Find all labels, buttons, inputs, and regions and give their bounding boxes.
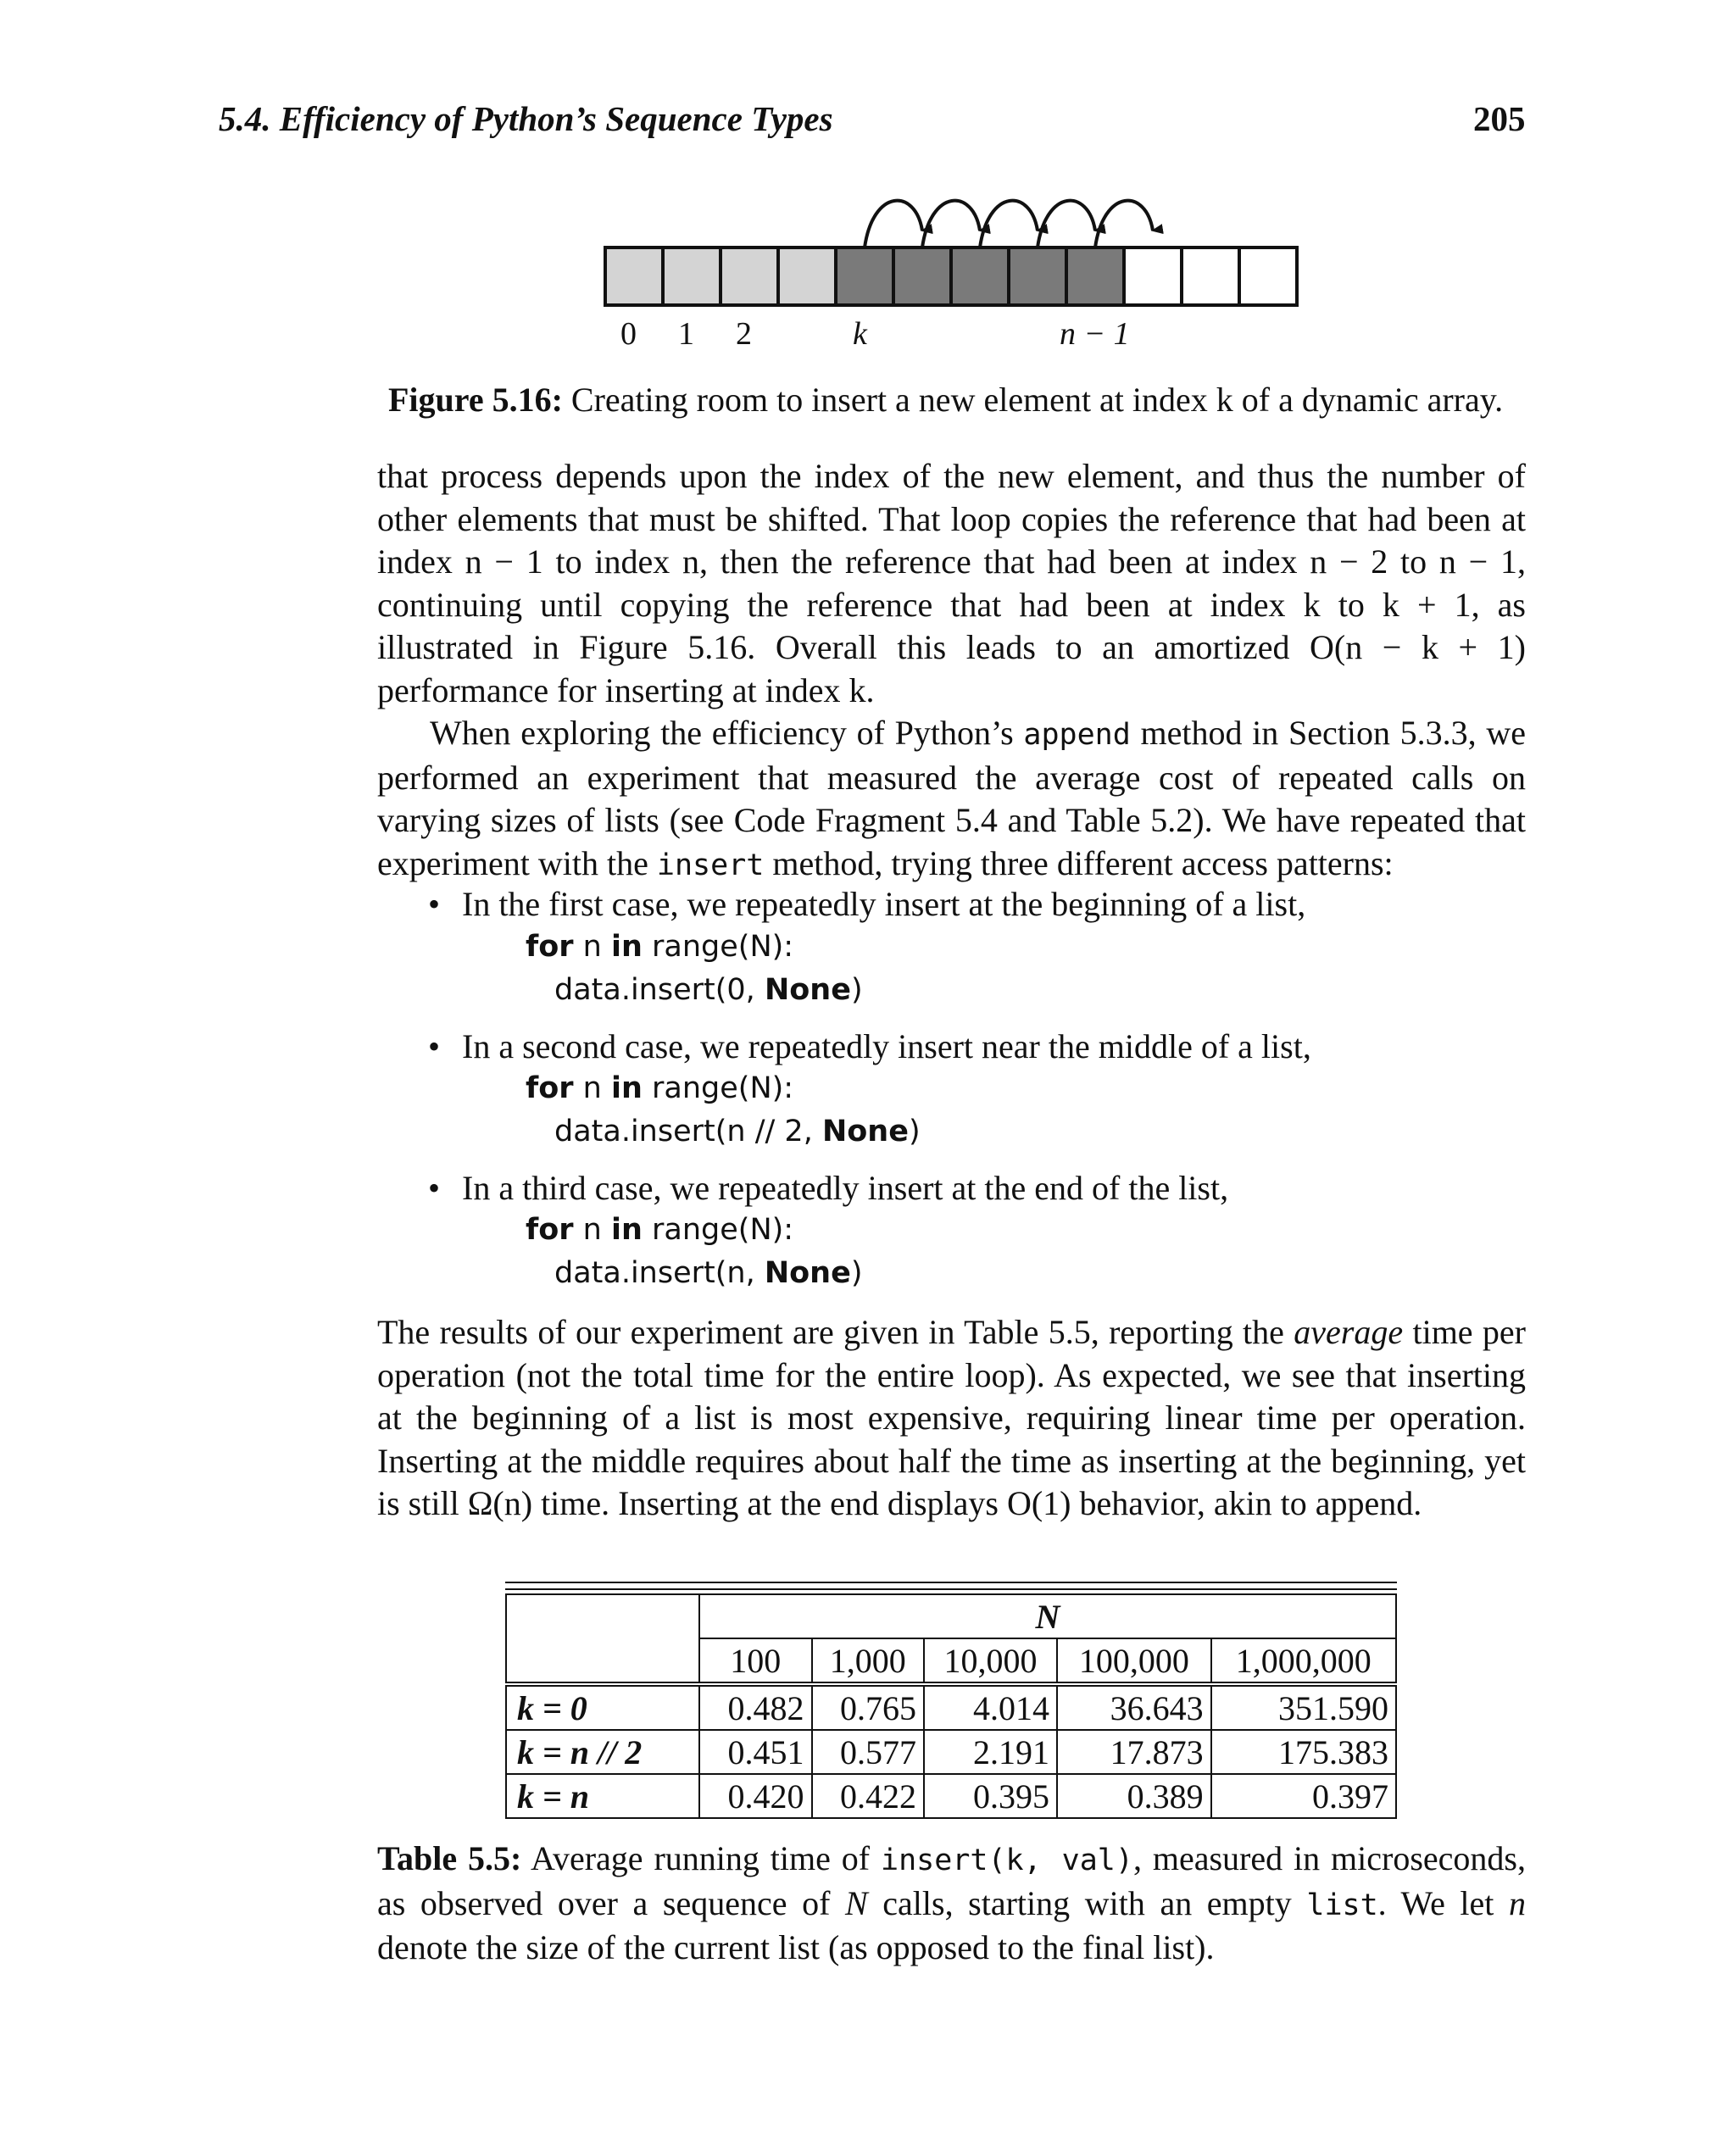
array-cell <box>778 247 836 305</box>
array-cell <box>721 247 778 305</box>
paragraph-3-text-a: The results of our experiment are given in Table 5.5, reporting the <box>377 1313 1294 1351</box>
table-cell: 0.420 <box>699 1774 812 1818</box>
table-corner-cell <box>506 1594 699 1684</box>
index-label-k: k <box>853 316 867 352</box>
code-list: list <box>1306 1888 1378 1922</box>
table-cell: 0.389 <box>1057 1774 1211 1818</box>
array-cell <box>1009 247 1066 305</box>
shift-arrow <box>865 201 922 247</box>
index-label-n-minus-1: n − 1 <box>1060 316 1130 352</box>
dynamic-array-figure <box>593 180 1305 315</box>
table-row-label: k = n // 2 <box>506 1730 699 1774</box>
code-line: for n in range(N): <box>526 1213 794 1247</box>
index-label-2: 2 <box>736 316 752 352</box>
figure-caption-text: Creating room to insert a new element at index k of a dynamic array. <box>562 381 1504 419</box>
paragraph-1-text: that process depends upon the index of the new element, and thus the number of other elements that must be shifted. That loop copies the reference that had been at index n − 1 to index n, then the reference that had been at index n − 2 to n − 1, continuing until copying the reference that had been at index k to k + 1, as illustrated in Figure 5.16. Overall this leads to an amortized O(n − k + 1) performance for inserting at index k. <box>377 457 1526 709</box>
code-line: data.insert(0, None) <box>554 973 863 1007</box>
table-cell: 0.451 <box>699 1730 812 1774</box>
table-n-header: N <box>699 1594 1396 1638</box>
table-row <box>506 1684 1396 1730</box>
table-size-header: 100 <box>699 1638 812 1684</box>
code-line: data.insert(n, None) <box>554 1256 863 1290</box>
paragraph-3-emphasis: average <box>1294 1313 1404 1351</box>
index-label-0: 0 <box>620 316 637 352</box>
array-cells <box>605 247 1297 305</box>
table-size-header: 1,000 <box>812 1638 925 1684</box>
bullet-text: In the first case, we repeatedly insert at the beginning of a list, <box>462 885 1306 923</box>
paragraph-3-text-b: time per operation (not the total time for the entire loop). As expected, we see that inserting at the beginning of a list is most expensive, requiring linear time per operation. Inserting at the middle requires about half the time as inserting at the beginning, yet is still Ω(n) time. Inserting at the end displays O(1) behavior, akin to append. <box>377 1313 1526 1522</box>
table-size-header: 10,000 <box>924 1638 1057 1684</box>
code-insert: insert <box>656 848 765 882</box>
index-label-1: 1 <box>678 316 694 352</box>
running-header-title: 5.4. Efficiency of Python’s Sequence Types <box>219 99 833 138</box>
bullet-item: • In a third case, we repeatedly insert at the end of the list, <box>428 1169 1229 1207</box>
table-cell: 0.395 <box>924 1774 1057 1818</box>
paragraph-2-text-b: method in Section 5.3.3, we performed an experiment that measured the average cost of repeated calls on varying sizes of lists (see Code Fragment 5.4 and Table 5.2). We have repeated that experiment with the <box>377 714 1527 882</box>
shift-arrow <box>980 201 1038 247</box>
shift-arrow <box>1095 201 1153 247</box>
bullet-text: In a third case, we repeatedly insert at the end of the list, <box>462 1169 1229 1207</box>
array-cell <box>836 247 893 305</box>
array-cell <box>1239 247 1297 305</box>
code-append: append <box>1023 718 1131 752</box>
figure-caption <box>388 380 1503 420</box>
table-size-header: 1,000,000 <box>1211 1638 1396 1684</box>
table-cell: 0.397 <box>1211 1774 1396 1818</box>
paragraph-3 <box>377 1311 1526 1526</box>
array-cell <box>1124 247 1182 305</box>
shift-arrow <box>1038 201 1095 247</box>
array-cell <box>605 247 663 305</box>
array-cell <box>951 247 1009 305</box>
table-caption-label: Table 5.5: <box>377 1839 522 1877</box>
code-line: for n in range(N): <box>526 1071 794 1105</box>
figure-caption-label: Figure 5.16: <box>388 381 563 419</box>
bullet-text: In a second case, we repeatedly insert near the middle of a list, <box>462 1027 1311 1065</box>
array-cell <box>1066 247 1124 305</box>
code-line: data.insert(n // 2, None) <box>554 1115 921 1148</box>
paragraph-2 <box>377 712 1526 887</box>
table-size-header: 100,000 <box>1057 1638 1211 1684</box>
shift-arrows <box>865 201 1153 247</box>
table-row <box>506 1730 1396 1774</box>
table-cell: 0.577 <box>812 1730 925 1774</box>
code-insert-k-val: insert(k, val) <box>881 1843 1133 1877</box>
paragraph-1 <box>377 455 1526 712</box>
table-caption: Table 5.5: Average running time of insert(k, val), measured in microseconds, as observed over a sequence of N calls, starting with an empty list. We let n denote the size of the current list (as opposed to the final list). <box>377 1839 1527 1966</box>
paragraph-2-text-a: When exploring the efficiency of Python’s <box>430 714 1024 752</box>
array-cell <box>663 247 721 305</box>
shift-arrow <box>922 201 980 247</box>
bullet-item: • In a second case, we repeatedly insert near the middle of a list, <box>428 1027 1311 1065</box>
table-row-label: k = 0 <box>506 1684 699 1730</box>
table-cell: 351.590 <box>1211 1684 1396 1730</box>
paragraph-2-text-c: method, trying three different access patterns: <box>764 843 1394 882</box>
table-cell: 17.873 <box>1057 1730 1211 1774</box>
code-line: for n in range(N): <box>526 930 794 964</box>
table-row-label: k = n <box>506 1774 699 1818</box>
table-cell: 0.422 <box>812 1774 925 1818</box>
table-cell: 36.643 <box>1057 1684 1211 1730</box>
table-row <box>506 1774 1396 1818</box>
table-cell: 0.482 <box>699 1684 812 1730</box>
table-cell: 175.383 <box>1211 1730 1396 1774</box>
array-cell <box>893 247 951 305</box>
array-cell <box>1182 247 1239 305</box>
results-table <box>505 1593 1397 1819</box>
bullet-item: • In the first case, we repeatedly insert at the beginning of a list, <box>428 885 1306 923</box>
table-cell: 4.014 <box>924 1684 1057 1730</box>
table-top-rule <box>505 1582 1397 1583</box>
table-cell: 2.191 <box>924 1730 1057 1774</box>
table-top-rule <box>505 1588 1397 1590</box>
table-cell: 0.765 <box>812 1684 925 1730</box>
page-number: 205 <box>1473 99 1526 138</box>
